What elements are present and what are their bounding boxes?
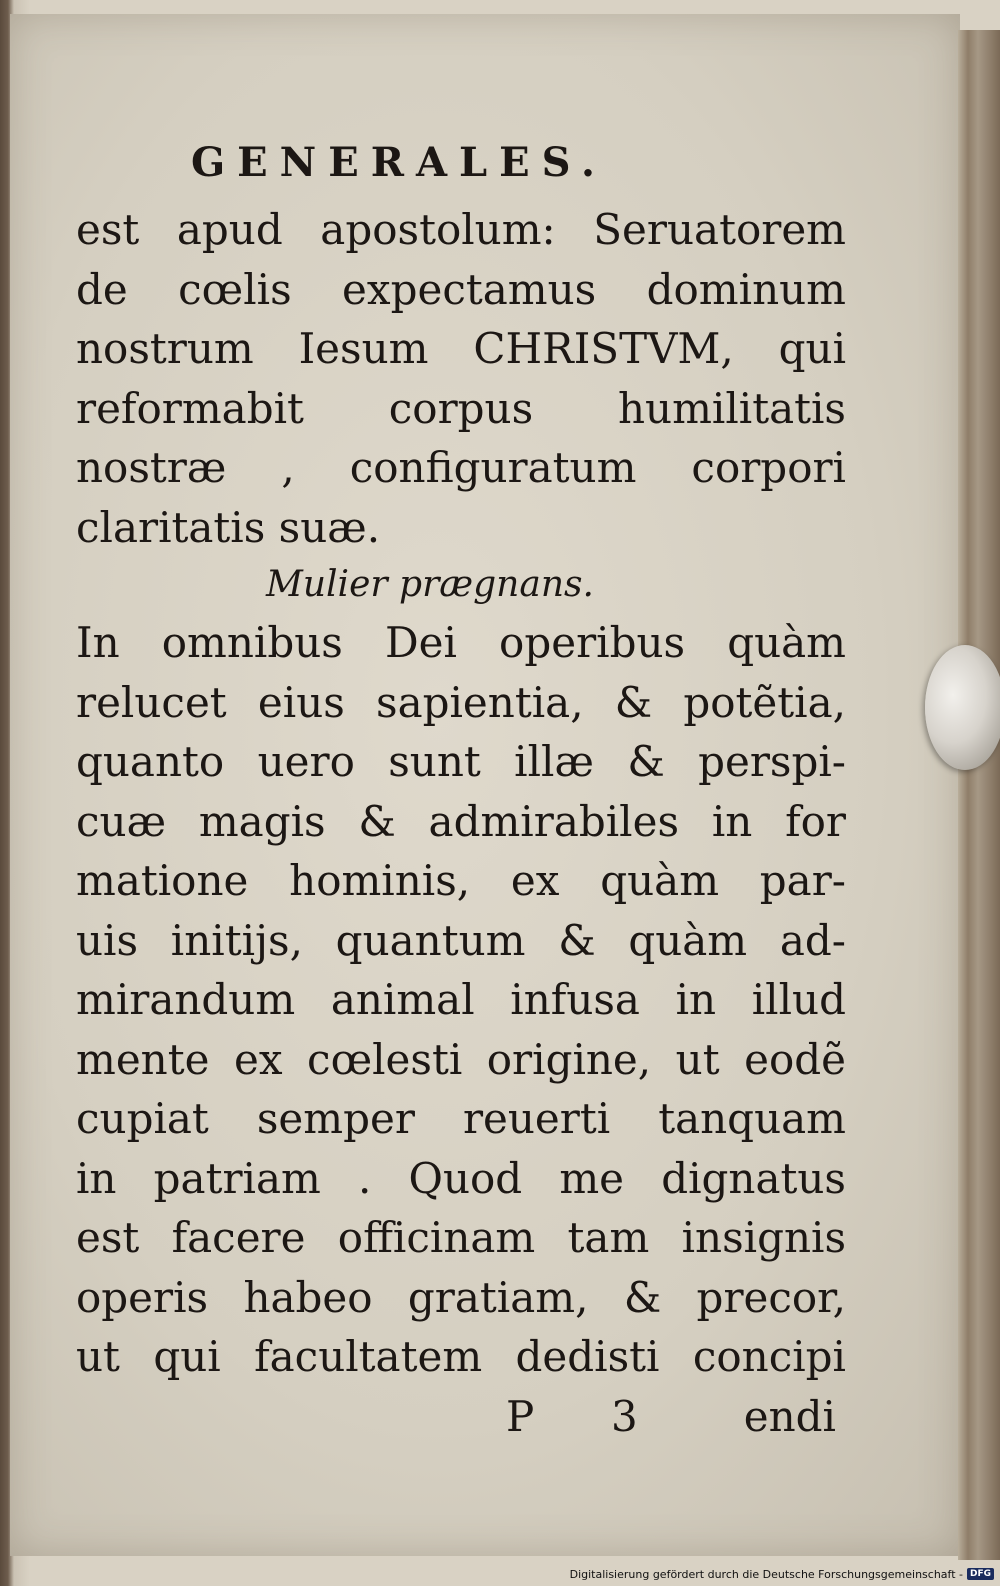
text-line: In omnibus Dei operibus quàm (76, 618, 846, 667)
page-footer (76, 1387, 846, 1447)
text-line: est apud apostolum: Seruatorem (76, 205, 846, 254)
text-line: ut qui facultatem dedisti concipi (76, 1332, 846, 1381)
text-line: operis habeo gratiam, & precor, (76, 1272, 846, 1322)
page-clip (925, 645, 1000, 770)
text-line: claritatis suæ. (76, 502, 381, 552)
page-edge-shadow (958, 30, 1000, 1560)
section-subheading: Mulier prægnans. (266, 564, 594, 605)
text-line: nostrum Iesum CHRISTVM, qui (76, 324, 846, 373)
running-heading: GENERALES. (191, 139, 607, 186)
text-line: mirandum animal infusa in illud (76, 975, 846, 1024)
text-line: in patriam . Quod me dignatus (76, 1153, 846, 1203)
page-text (76, 132, 846, 1447)
dfg-logo-icon: DFG (967, 1568, 994, 1580)
text-line: uis initijs, quantum & quàm ad- (76, 915, 846, 965)
book-page (10, 14, 960, 1556)
text-line: matione hominis, ex quàm par- (76, 856, 846, 905)
text-line: relucet eius sapientia, & potẽtia, (76, 677, 846, 727)
text-line: cuæ magis & admirabiles in for (76, 796, 846, 846)
credit-text: Digitalisierung gefördert durch die Deutsche Forschungsgemeinschaft - (569, 1567, 963, 1581)
text-line: est facere officinam tam insignis (76, 1213, 846, 1262)
text-line: de cœlis expectamus dominum (76, 264, 846, 314)
signature-mark: P (506, 1391, 535, 1441)
text-line: reformabit corpus humilitatis (76, 383, 846, 433)
catchword: endi (743, 1391, 836, 1441)
text-line: quanto uero sunt illæ & perspi- (76, 737, 846, 786)
text-line: mente ex cœlesti origine, ut eodẽ (76, 1034, 846, 1084)
text-line: nostræ , configuratum corpori (76, 443, 846, 492)
digitization-credit (570, 1566, 994, 1582)
page-number: 3 (611, 1391, 638, 1441)
text-line: cupiat semper reuerti tanquam (76, 1094, 846, 1143)
